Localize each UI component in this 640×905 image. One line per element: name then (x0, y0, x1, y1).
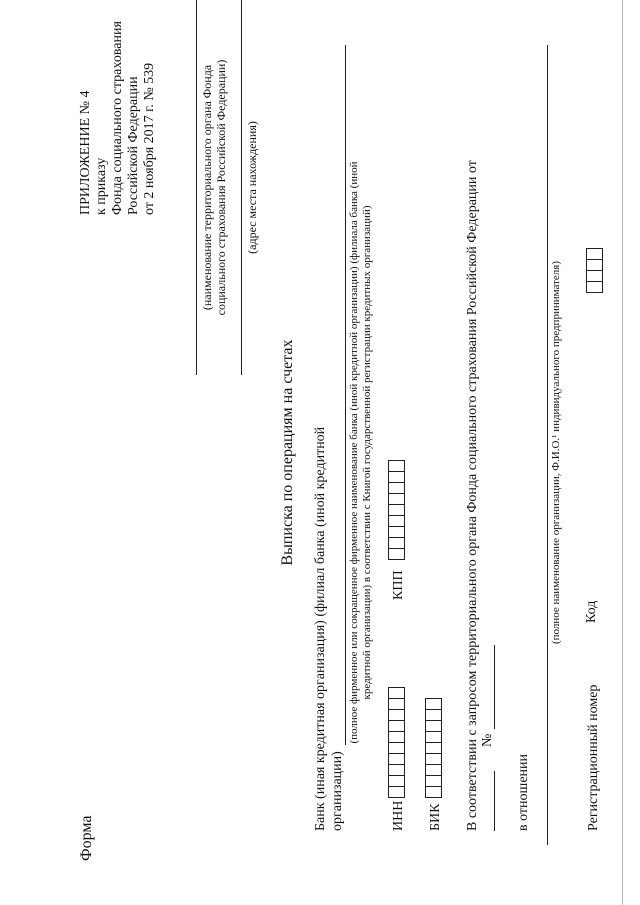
request-number-sign: № (480, 733, 495, 747)
inn-field[interactable] (388, 687, 405, 798)
regarding-caption: (полное наименование организации, Ф.И.О.¹ индивидуального предпринимателя) (550, 261, 562, 645)
inn-cell[interactable] (388, 764, 405, 776)
kpp-cell[interactable] (388, 482, 405, 494)
bik-label: БИК (428, 803, 443, 831)
code-cell[interactable] (586, 248, 603, 260)
bik-cell[interactable] (425, 742, 442, 754)
territorial-body-line (196, 0, 197, 375)
kpp-cell[interactable] (388, 504, 405, 516)
code-cell[interactable] (586, 281, 603, 293)
kpp-cell[interactable] (388, 471, 405, 483)
kpp-cell[interactable] (388, 493, 405, 505)
inn-cell[interactable] (388, 731, 405, 743)
address-line (241, 0, 242, 375)
inn-cell[interactable] (388, 753, 405, 765)
registration-number-label: Регистрационный номер (586, 684, 601, 831)
kpp-cell[interactable] (388, 548, 405, 560)
code-field[interactable] (586, 248, 603, 293)
kpp-field[interactable] (388, 460, 405, 560)
appendix-block (78, 21, 158, 215)
bik-cell[interactable] (425, 775, 442, 787)
form-label: Форма (78, 815, 95, 861)
document-title: Выписка по операциям на счетах (279, 339, 296, 566)
inn-label: ИНН (391, 800, 406, 831)
bank-label-line2: организации) (330, 751, 345, 831)
inn-cell[interactable] (388, 720, 405, 732)
inn-cell[interactable] (388, 786, 405, 798)
regarding-label: в отношении (516, 753, 531, 831)
kpp-cell[interactable] (388, 537, 405, 549)
bik-cell[interactable] (425, 731, 442, 743)
appendix-title: ПРИЛОЖЕНИЕ № 4 (78, 90, 93, 215)
address-caption: (адрес места нахождения) (245, 121, 259, 254)
bik-cell[interactable] (425, 709, 442, 721)
kpp-cell[interactable] (388, 460, 405, 472)
bik-field[interactable] (425, 698, 442, 798)
bik-cell[interactable] (425, 720, 442, 732)
territorial-body-caption: (наименование территориального органа Фонда социального страхования Российской Федерации) (200, 59, 228, 316)
appendix-line: от 2 ноября 2017 г. № 539 (142, 62, 157, 215)
inn-cell[interactable] (388, 775, 405, 787)
code-cell[interactable] (586, 270, 603, 282)
bank-name-line (345, 45, 346, 745)
appendix-line: к приказу (94, 157, 109, 215)
inn-cell[interactable] (388, 687, 405, 699)
appendix-line: Фонда социального страхования (110, 21, 125, 215)
code-cell[interactable] (586, 259, 603, 271)
inn-cell[interactable] (388, 698, 405, 710)
bik-cell[interactable] (425, 764, 442, 776)
scan-edge-line (622, 0, 623, 905)
inn-cell[interactable] (388, 709, 405, 721)
appendix-line: Российской Федерации (126, 76, 141, 215)
kpp-cell[interactable] (388, 526, 405, 538)
regarding-line[interactable] (547, 45, 548, 845)
bank-label-line1: Банк (иная кредитная организация) (филиал банка (иной кредитной (313, 426, 328, 831)
kpp-cell[interactable] (388, 515, 405, 527)
request-number-line[interactable] (494, 645, 495, 729)
bik-cell[interactable] (425, 698, 442, 710)
bik-cell[interactable] (425, 753, 442, 765)
bank-caption: (полное фирменное или сокращенное фирменное наименование банка (иной кредитной организации) (филиала банка (иной кредитной организации) в соответствии с Книгой государственной регистрации кредитных организаций) (348, 161, 373, 744)
kpp-label: КПП (391, 570, 406, 600)
request-date-line[interactable] (494, 771, 495, 831)
bik-cell[interactable] (425, 786, 442, 798)
request-text: В соответствии с запросом территориального органа Фонда социального страхования Российской Федерации от (465, 160, 480, 831)
code-label: Код (584, 600, 599, 623)
inn-cell[interactable] (388, 742, 405, 754)
